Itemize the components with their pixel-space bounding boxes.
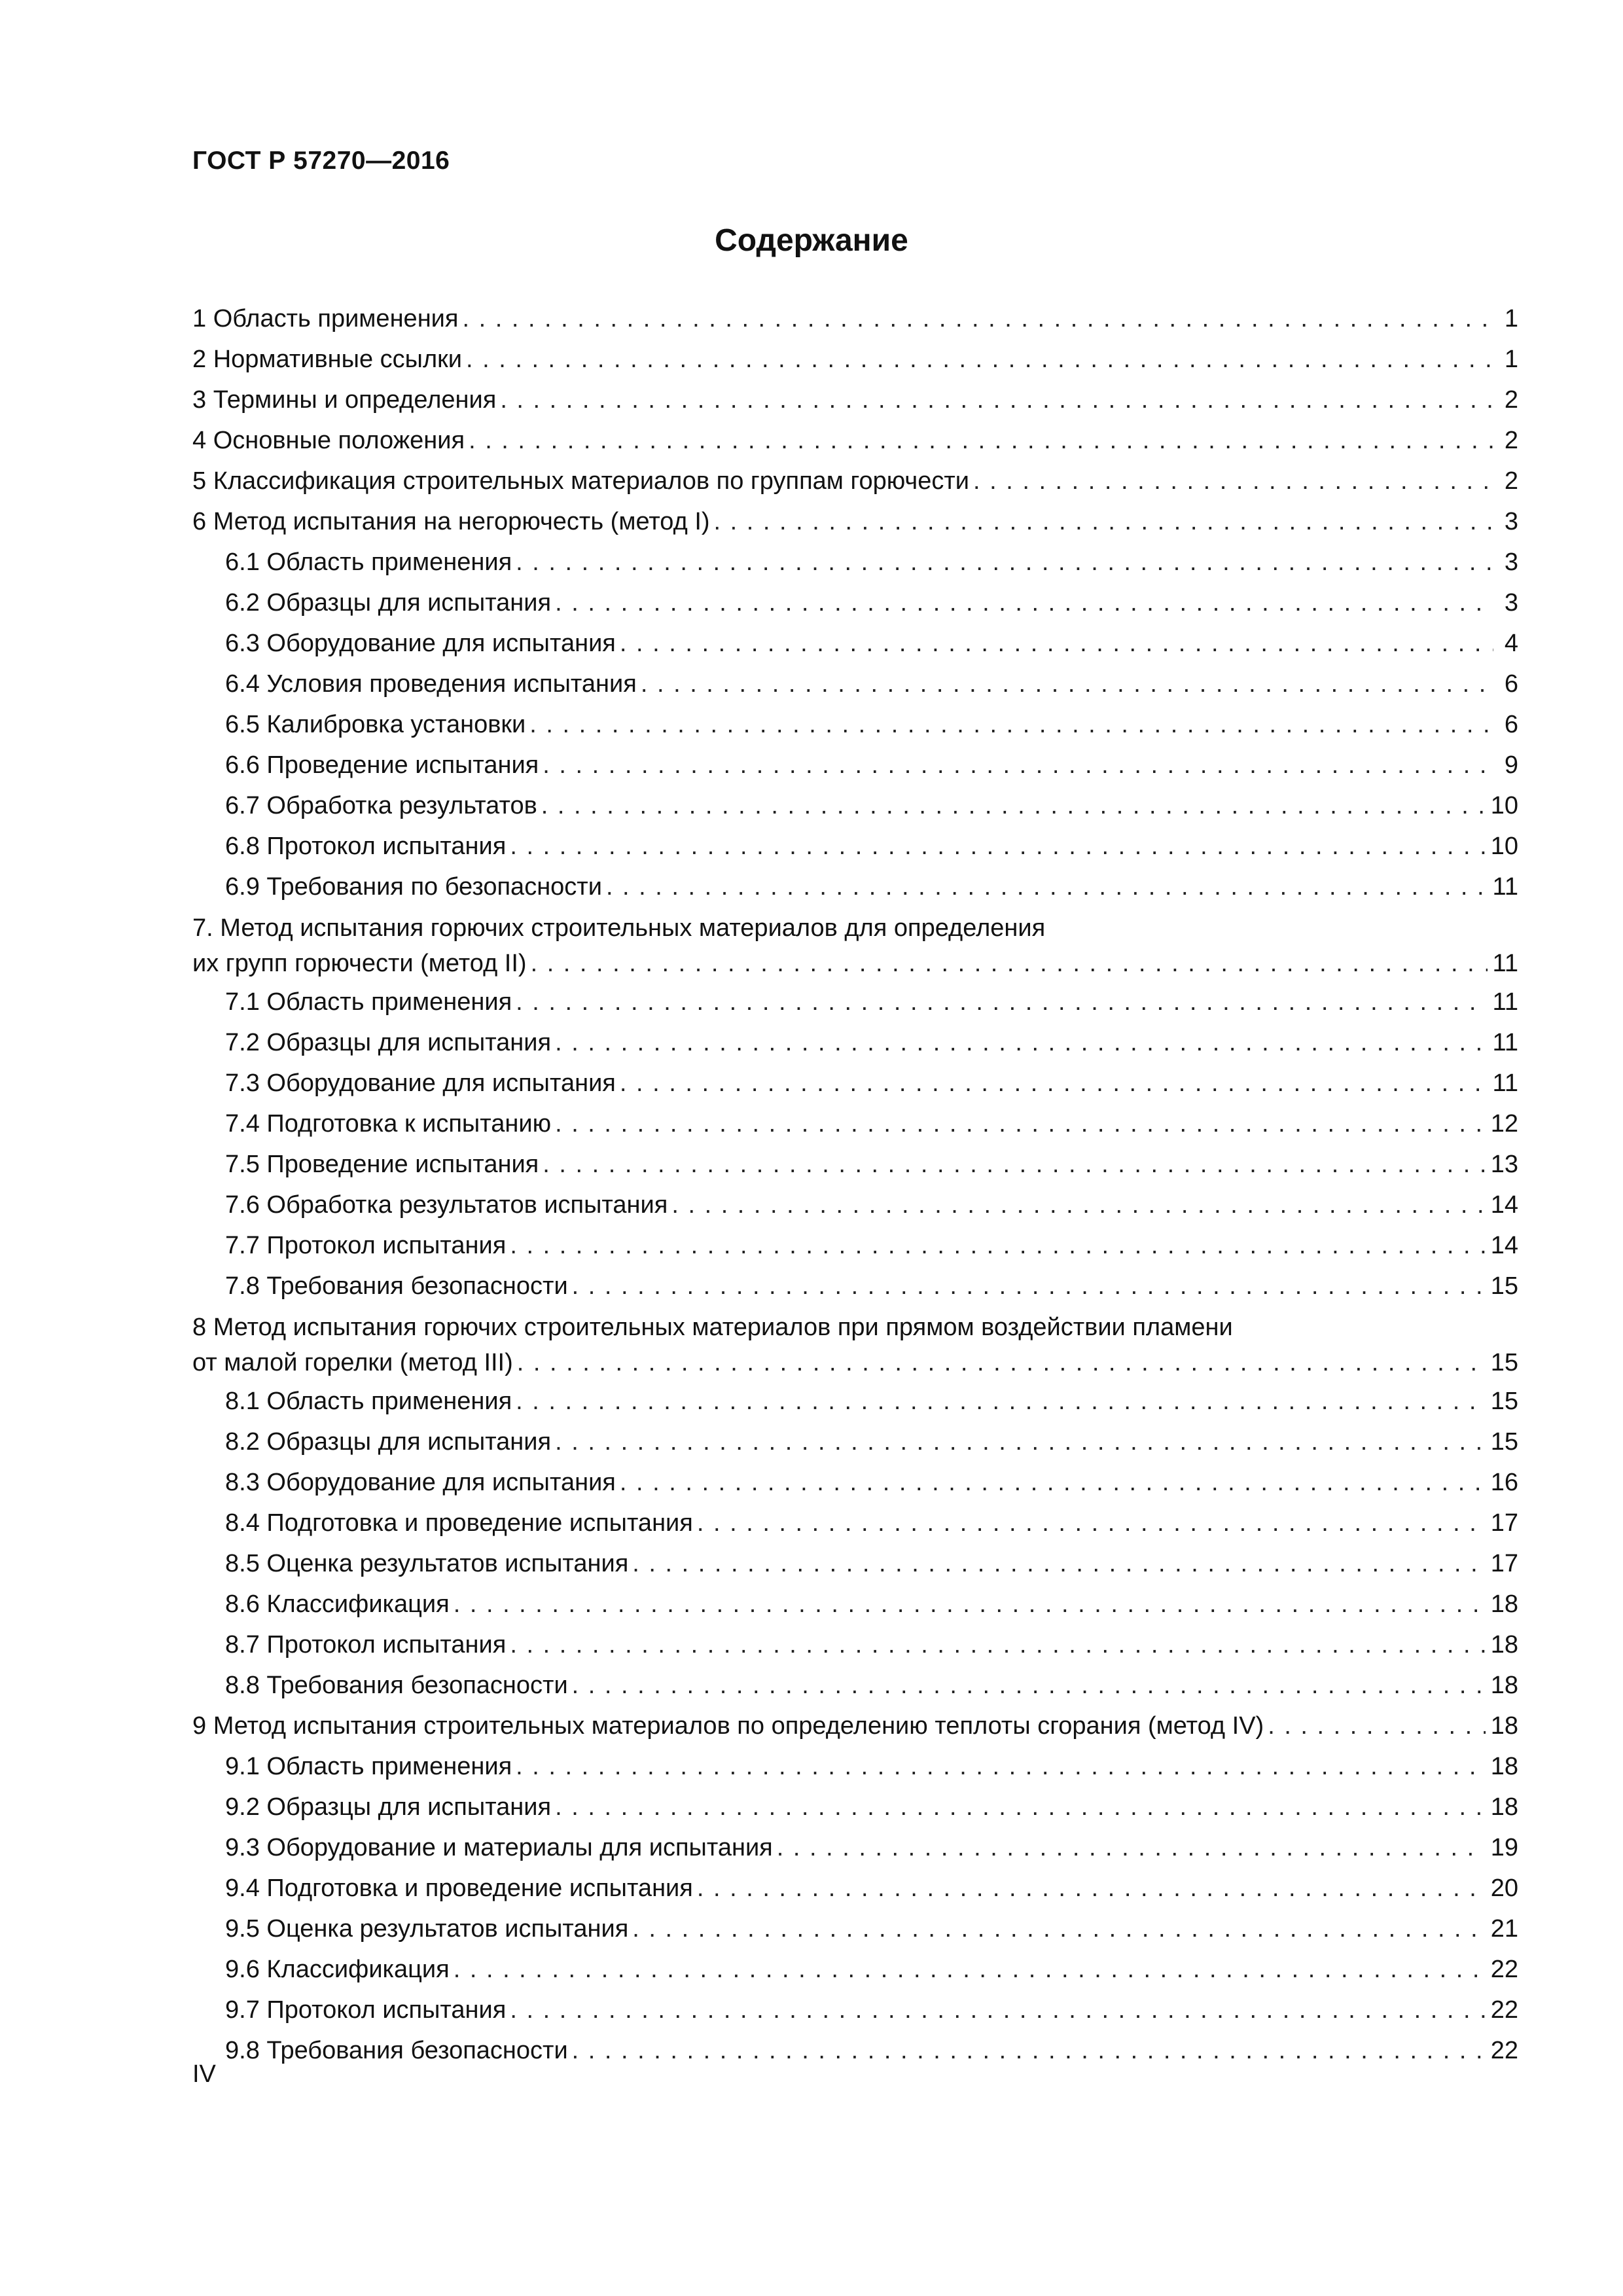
- toc-entry-label: 8.7 Протокол испытания: [225, 1631, 507, 1659]
- toc-entry-page-number: 18: [1490, 1631, 1518, 1659]
- toc-subsection-entry[interactable]: [192, 664, 1518, 704]
- dot-leader: [632, 1543, 1485, 1584]
- toc-entry-page-number: 2: [1504, 386, 1518, 414]
- toc-entry-page-number: 3: [1504, 548, 1518, 576]
- toc-entry-label: 6.1 Область применения: [225, 548, 512, 576]
- dot-leader: [620, 623, 1493, 664]
- dot-leader: [697, 1868, 1486, 1909]
- dot-leader: [510, 1990, 1485, 2030]
- toc-section-entry[interactable]: [192, 420, 1518, 461]
- toc-section-entry[interactable]: [192, 298, 1518, 339]
- dot-leader: [973, 461, 1493, 501]
- dot-leader: [541, 785, 1486, 826]
- dot-leader: [454, 1584, 1486, 1624]
- toc-subsection-entry[interactable]: [192, 1266, 1518, 1306]
- dot-leader: [466, 339, 1493, 380]
- toc-entry-page-number: 15: [1490, 1272, 1518, 1300]
- toc-entry-page-number: 6: [1504, 670, 1518, 698]
- toc-entry-label: 6.9 Требования по безопасности: [225, 873, 602, 901]
- toc-entry-page-number: 4: [1504, 630, 1518, 657]
- toc-subsection-entry[interactable]: [192, 1665, 1518, 1706]
- toc-entry-label: 9.7 Протокол испытания: [225, 1996, 507, 2024]
- toc-entry-page-number: 21: [1490, 1915, 1518, 1943]
- toc-entry-label: их групп горючести (метод II): [192, 950, 527, 977]
- toc-entry-page-number: 20: [1490, 1874, 1518, 1902]
- toc-entry-page-number: 1: [1504, 346, 1518, 373]
- dot-leader: [516, 982, 1487, 1022]
- toc-entry-label: 8.3 Оборудование для испытания: [225, 1469, 616, 1496]
- toc-entry-page-number: 2: [1504, 427, 1518, 454]
- toc-entry-page-number: 22: [1490, 1996, 1518, 2024]
- toc-subsection-entry[interactable]: [192, 1624, 1518, 1665]
- toc-subsection-entry[interactable]: [192, 1144, 1518, 1185]
- toc-entry-label: 4 Основные положения: [192, 427, 465, 454]
- toc-entry-page-number: 14: [1490, 1191, 1518, 1219]
- dot-leader: [516, 542, 1493, 583]
- toc-entry-label: 9.6 Классификация: [225, 1956, 450, 1983]
- table-of-contents: [192, 298, 1518, 2071]
- dot-leader: [714, 501, 1493, 542]
- toc-entry-label: 8.6 Классификация: [225, 1590, 450, 1618]
- toc-entry-label: 6 Метод испытания на негорючесть (метод I): [192, 508, 710, 535]
- toc-subsection-entry[interactable]: [192, 1462, 1518, 1503]
- toc-entry-page-number: 10: [1490, 792, 1518, 819]
- toc-entry-page-number: 9: [1504, 751, 1518, 779]
- toc-entry-page-number: 17: [1490, 1550, 1518, 1577]
- toc-entry-label: 7.4 Подготовка к испытанию: [225, 1110, 552, 1138]
- toc-title: Содержание: [715, 223, 908, 258]
- dot-leader: [572, 1665, 1486, 1706]
- toc-subsection-entry[interactable]: [192, 704, 1518, 745]
- toc-entry-page-number: 18: [1490, 1672, 1518, 1699]
- toc-subsection-entry[interactable]: [192, 1381, 1518, 1422]
- dot-leader: [516, 1746, 1486, 1787]
- toc-entry-label: 7.5 Проведение испытания: [225, 1151, 539, 1178]
- toc-entry-label: 9 Метод испытания строительных материалов по определению теплоты сгорания (метод IV): [192, 1712, 1264, 1740]
- toc-entry-label: 6.2 Образцы для испытания: [225, 589, 552, 617]
- toc-subsection-entry[interactable]: [192, 1909, 1518, 1949]
- toc-entry-page-number: 15: [1490, 1349, 1518, 1376]
- toc-subsection-entry[interactable]: [192, 1503, 1518, 1543]
- toc-entry-label: 3 Термины и определения: [192, 386, 497, 414]
- toc-subsection-entry[interactable]: [192, 1422, 1518, 1462]
- toc-entry-label: 8.1 Область применения: [225, 1388, 512, 1415]
- toc-entry-label: 8.4 Подготовка и проведение испытания: [225, 1509, 693, 1537]
- dot-leader: [555, 1787, 1486, 1827]
- toc-entry-label: 6.5 Калибровка установки: [225, 711, 526, 738]
- dot-leader: [543, 745, 1493, 785]
- dot-leader: [510, 826, 1485, 867]
- toc-entry-page-number: 16: [1490, 1469, 1518, 1496]
- dot-leader: [671, 1185, 1485, 1225]
- toc-entry-page-number: 14: [1490, 1232, 1518, 1259]
- toc-entry-label: от малой горелки (метод III): [192, 1349, 513, 1376]
- dot-leader: [641, 664, 1493, 704]
- toc-entry-label: 7.2 Образцы для испытания: [225, 1029, 552, 1056]
- toc-entry-page-number: 3: [1504, 589, 1518, 617]
- toc-entry-page-number: 11: [1492, 950, 1518, 977]
- toc-section-entry[interactable]: [192, 380, 1518, 420]
- toc-subsection-entry[interactable]: [192, 1868, 1518, 1909]
- toc-entry-page-number: 11: [1492, 1029, 1518, 1056]
- toc-subsection-entry[interactable]: [192, 745, 1518, 785]
- toc-subsection-entry[interactable]: [192, 1543, 1518, 1584]
- toc-entry-label: 9.8 Требования безопасности: [225, 2037, 568, 2064]
- dot-leader: [620, 1462, 1486, 1503]
- dot-leader: [555, 583, 1493, 623]
- dot-leader: [500, 380, 1493, 420]
- toc-section-entry[interactable]: [192, 1310, 1518, 1381]
- toc-entry-page-number: 18: [1490, 1793, 1518, 1821]
- toc-entry-label: 6.4 Условия проведения испытания: [225, 670, 637, 698]
- toc-entry-label: 7.8 Требования безопасности: [225, 1272, 568, 1300]
- toc-entry-page-number: 18: [1490, 1712, 1518, 1740]
- dot-leader: [572, 2030, 1486, 2071]
- toc-section-entry[interactable]: [192, 461, 1518, 501]
- toc-subsection-entry[interactable]: [192, 1584, 1518, 1624]
- toc-entry-page-number: 17: [1490, 1509, 1518, 1537]
- toc-entry-page-number: 11: [1492, 873, 1518, 901]
- toc-entry-page-number: 19: [1490, 1834, 1518, 1861]
- toc-entry-page-number: 15: [1490, 1388, 1518, 1415]
- toc-subsection-entry[interactable]: [192, 583, 1518, 623]
- dot-leader: [462, 298, 1493, 339]
- toc-entry-label: 8.5 Оценка результатов испытания: [225, 1550, 629, 1577]
- toc-subsection-entry[interactable]: [192, 826, 1518, 867]
- dot-leader: [620, 1063, 1488, 1103]
- dot-leader: [454, 1949, 1486, 1990]
- toc-entry-label: 9.3 Оборудование и материалы для испытания: [225, 1834, 773, 1861]
- toc-entry-label: 6.3 Оборудование для испытания: [225, 630, 616, 657]
- toc-entry-page-number: 12: [1490, 1110, 1518, 1138]
- toc-entry-page-number: 18: [1490, 1590, 1518, 1618]
- document-code: ГОСТ Р 57270—2016: [192, 147, 450, 175]
- dot-leader: [529, 704, 1493, 745]
- toc-entry-label: 7.7 Протокол испытания: [225, 1232, 507, 1259]
- dot-leader: [516, 1381, 1486, 1422]
- toc-entry-page-number: 22: [1490, 1956, 1518, 1983]
- toc-entry-label: 6.7 Обработка результатов: [225, 792, 537, 819]
- toc-entry-label: 8.8 Требования безопасности: [225, 1672, 568, 1699]
- toc-subsection-entry[interactable]: [192, 867, 1518, 907]
- page-number: IV: [192, 2060, 216, 2088]
- toc-entry-label: 2 Нормативные ссылки: [192, 346, 462, 373]
- toc-entry-page-number: 11: [1492, 988, 1518, 1016]
- toc-subsection-entry[interactable]: [192, 1787, 1518, 1827]
- toc-subsection-entry[interactable]: [192, 1746, 1518, 1787]
- dot-leader: [543, 1144, 1485, 1185]
- toc-subsection-entry[interactable]: [192, 1990, 1518, 2030]
- toc-entry-label: 5 Классификация строительных материалов по группам горючести: [192, 467, 969, 495]
- toc-entry-label: 9.4 Подготовка и проведение испытания: [225, 1874, 693, 1902]
- dot-leader: [555, 1422, 1486, 1462]
- toc-entry-page-number: 22: [1490, 2037, 1518, 2064]
- toc-entry-page-number: 18: [1490, 1753, 1518, 1780]
- toc-subsection-entry[interactable]: [192, 1225, 1518, 1266]
- dot-leader: [1268, 1706, 1486, 1746]
- toc-section-entry[interactable]: [192, 501, 1518, 542]
- toc-subsection-entry[interactable]: [192, 1827, 1518, 1868]
- toc-entry-label: 8.2 Образцы для испытания: [225, 1428, 552, 1456]
- toc-subsection-entry[interactable]: [192, 542, 1518, 583]
- toc-entry-label: 9.2 Образцы для испытания: [225, 1793, 552, 1821]
- toc-entry-page-number: 2: [1504, 467, 1518, 495]
- toc-entry-page-number: 6: [1504, 711, 1518, 738]
- toc-subsection-entry[interactable]: [192, 785, 1518, 826]
- toc-subsection-entry[interactable]: [192, 1103, 1518, 1144]
- toc-entry-page-number: 3: [1504, 508, 1518, 535]
- toc-entry-page-number: 13: [1490, 1151, 1518, 1178]
- dot-leader: [606, 867, 1488, 907]
- dot-leader: [555, 1103, 1486, 1144]
- toc-entry-label: 7.6 Обработка результатов испытания: [225, 1191, 668, 1219]
- toc-entry-label-line1: 7. Метод испытания горючих строительных материалов для определения: [192, 914, 1046, 942]
- dot-leader: [531, 945, 1488, 982]
- toc-entry-label: 9.1 Область применения: [225, 1753, 512, 1780]
- toc-entry-page-number: 1: [1504, 305, 1518, 332]
- toc-entry-label-line1: 8 Метод испытания горючих строительных материалов при прямом воздействии пламени: [192, 1314, 1233, 1341]
- dot-leader: [517, 1344, 1486, 1381]
- dot-leader: [777, 1827, 1486, 1868]
- toc-entry-label: 9.5 Оценка результатов испытания: [225, 1915, 629, 1943]
- toc-subsection-entry[interactable]: [192, 1949, 1518, 1990]
- dot-leader: [510, 1225, 1485, 1266]
- toc-subsection-entry[interactable]: [192, 982, 1518, 1022]
- toc-subsection-entry[interactable]: [192, 1185, 1518, 1225]
- toc-entry-page-number: 11: [1492, 1069, 1518, 1097]
- toc-entry-page-number: 15: [1490, 1428, 1518, 1456]
- toc-section-entry[interactable]: [192, 339, 1518, 380]
- toc-subsection-entry[interactable]: [192, 1063, 1518, 1103]
- dot-leader: [469, 420, 1493, 461]
- toc-subsection-entry[interactable]: [192, 623, 1518, 664]
- dot-leader: [572, 1266, 1486, 1306]
- toc-subsection-entry[interactable]: [192, 2030, 1518, 2071]
- toc-section-entry[interactable]: [192, 911, 1518, 982]
- dot-leader: [555, 1022, 1487, 1063]
- dot-leader: [697, 1503, 1486, 1543]
- toc-entry-label: 7.3 Оборудование для испытания: [225, 1069, 616, 1097]
- toc-entry-page-number: 10: [1490, 833, 1518, 860]
- toc-subsection-entry[interactable]: [192, 1022, 1518, 1063]
- dot-leader: [632, 1909, 1485, 1949]
- dot-leader: [510, 1624, 1485, 1665]
- toc-section-entry[interactable]: [192, 1706, 1518, 1746]
- toc-entry-label: 1 Область применения: [192, 305, 459, 332]
- toc-entry-label: 7.1 Область применения: [225, 988, 512, 1016]
- toc-entry-label: 6.6 Проведение испытания: [225, 751, 539, 779]
- toc-entry-label: 6.8 Протокол испытания: [225, 833, 507, 860]
